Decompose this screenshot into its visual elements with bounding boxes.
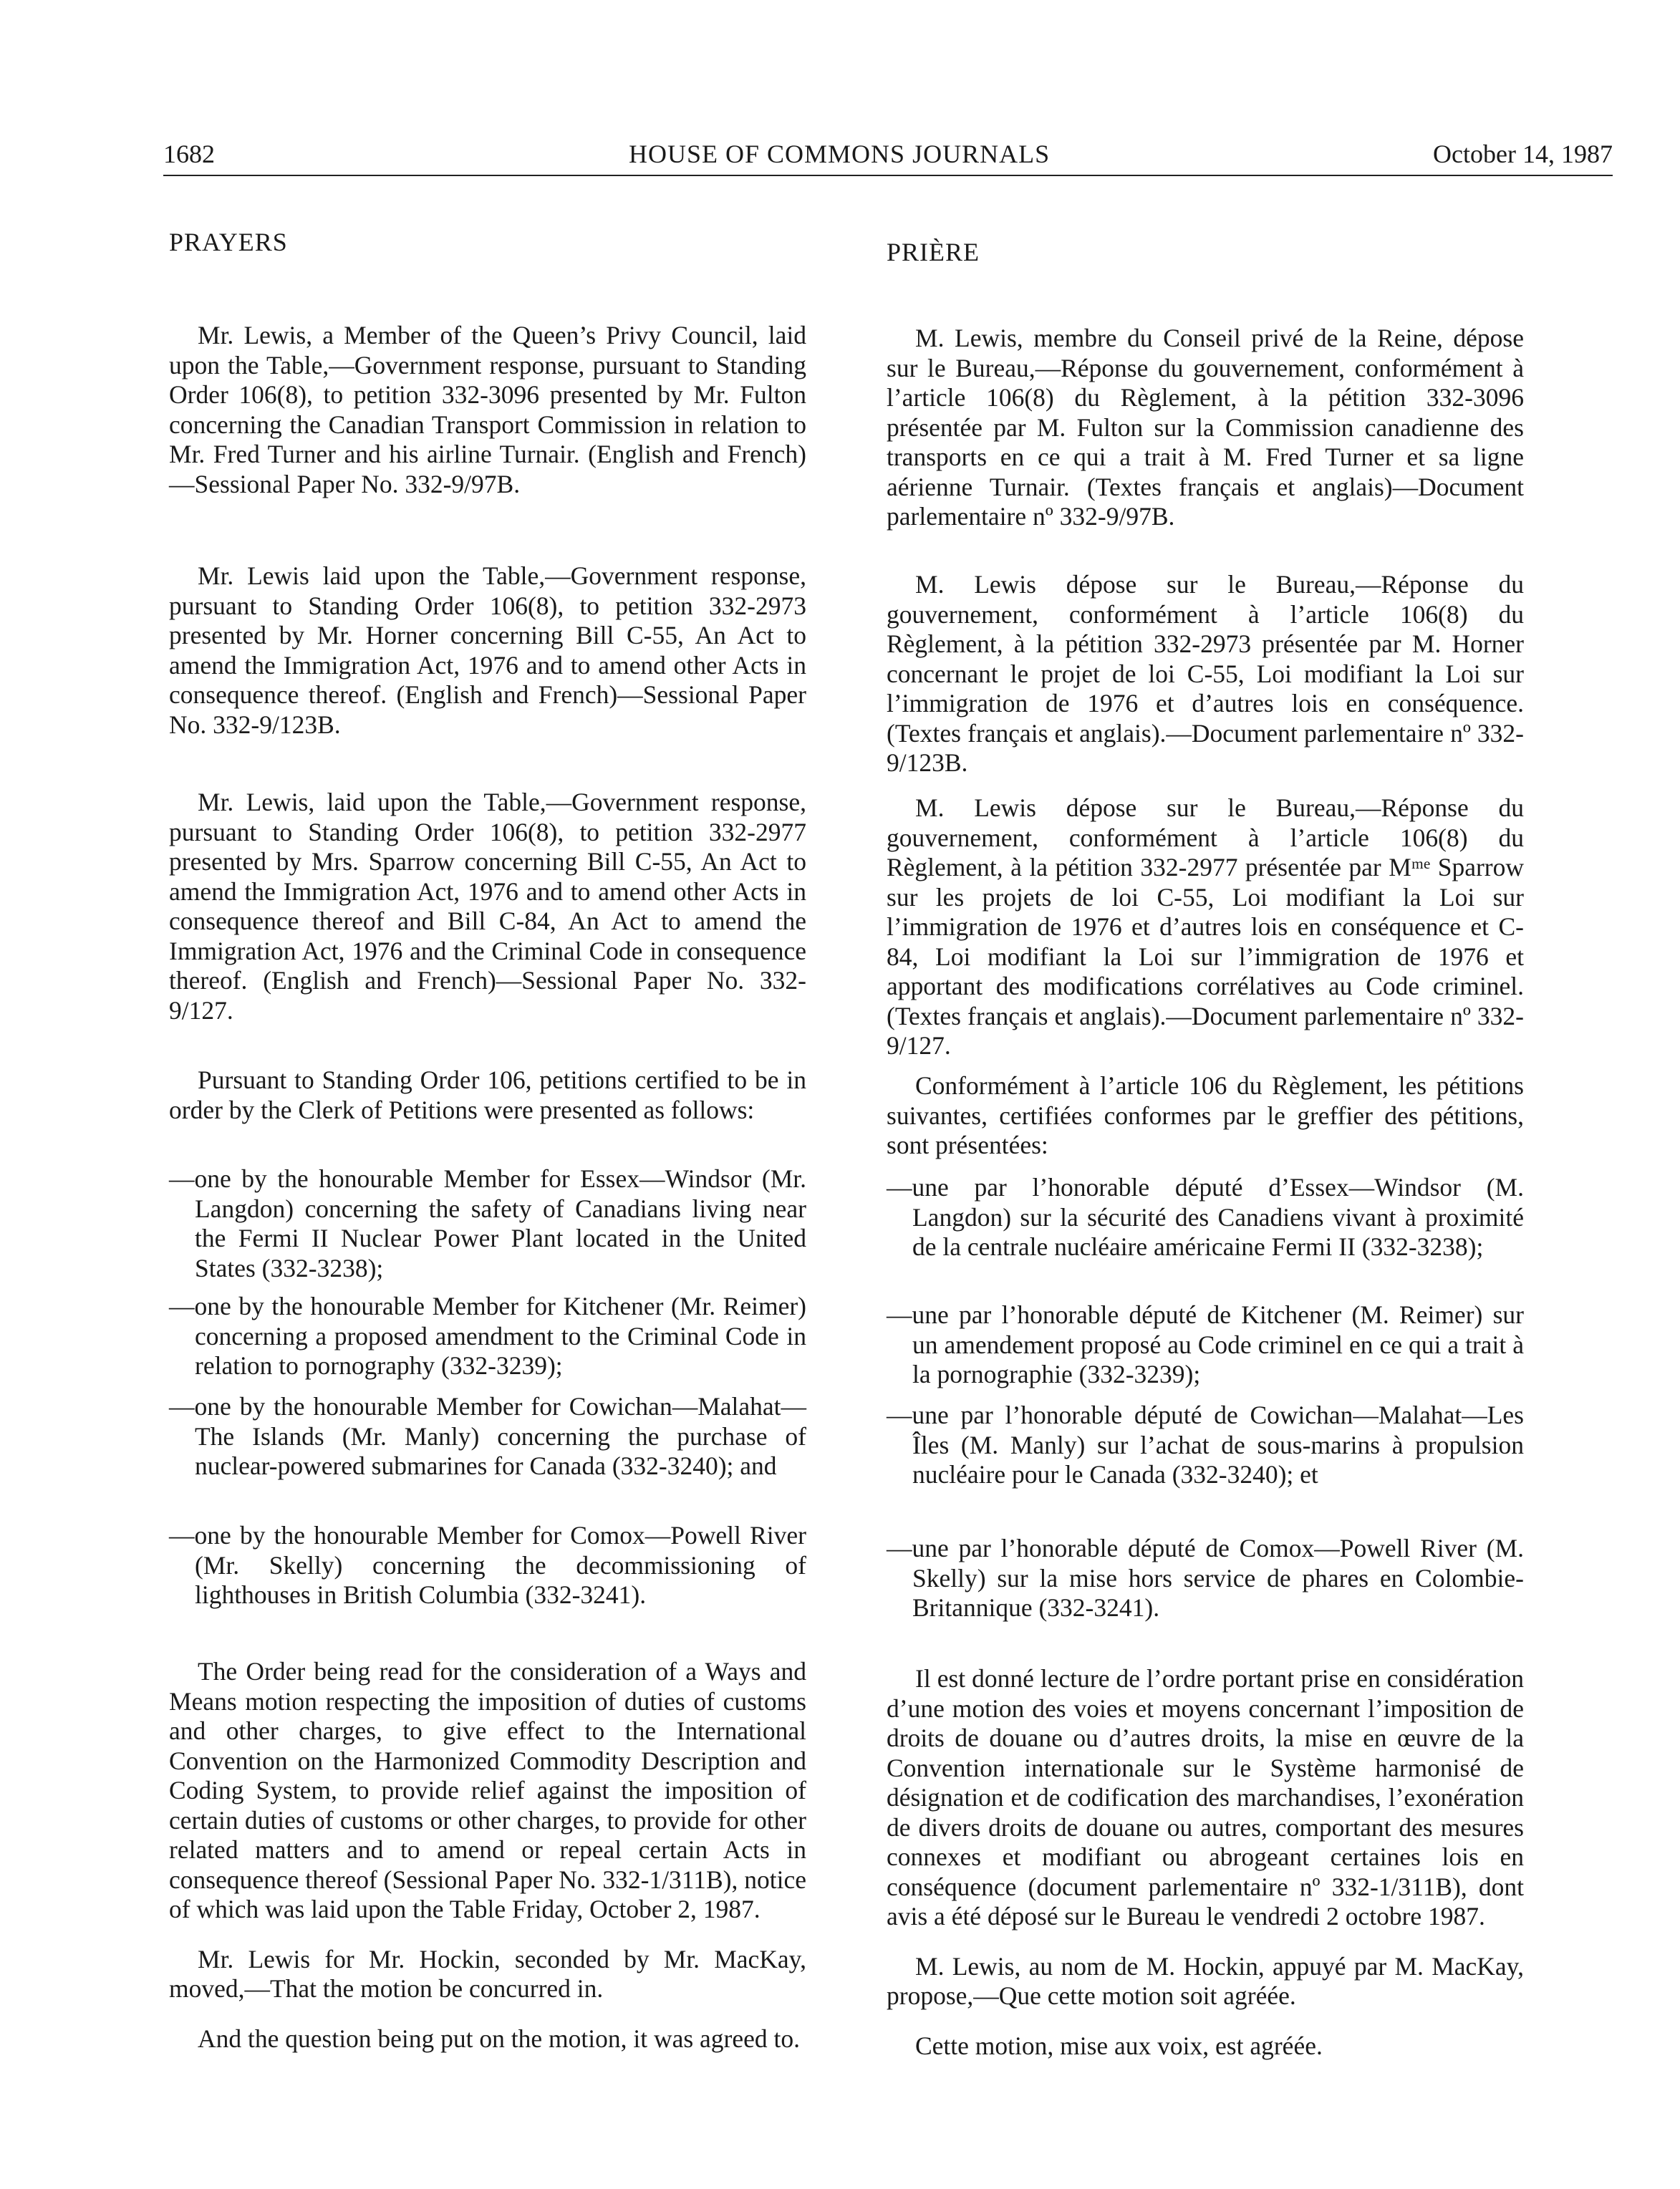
paragraph-petitions-intro	[169, 1065, 806, 1125]
paragraph-text: Pursuant to Standing Order 106, petitions certified to be in order by the Clerk of Petitions were presented as follows:	[169, 1065, 806, 1124]
journal-date: October 14, 1987	[1433, 140, 1613, 168]
petition-text: —one by the honourable Member for Cowichan—Malahat—The Islands (Mr. Manly) concerning the purchase of nuclear-powered submarines for Canada (332-3240); and	[169, 1392, 806, 1480]
paragraph-text: Mr. Lewis, laid upon the Table,—Government response, pursuant to Standing Order 106(8), to petition 332-2977 presented by Mrs. Sparrow concerning Bill C-55, An Act to amend the Immigration Act, 1976 and to amend other Acts in consequence thereof and Bill C-84, An Act to amend the Immigration Act, 1976 and the Criminal Code in consequence thereof. (English and French)—Sessional Paper No. 332-9/127.	[169, 788, 806, 1025]
petition-item	[887, 1401, 1524, 1490]
petition-text: —une par l’honorable député de Cowichan—Malahat—Les Îles (M. Manly) sur l’achat de sous-marins à propulsion nucléaire pour le Canada (332-3240); et	[887, 1401, 1524, 1489]
paragraph-text: Mr. Lewis, a Member of the Queen’s Privy Council, laid upon the Table,—Government response, pursuant to Standing Order 106(8), to petition 332-3096 presented by Mr. Fulton concerning the Canadian Transport Commission in relation to Mr. Fred Turner and his airline Turnair. (English and French)—Sessional Paper No. 332-9/97B.	[169, 321, 806, 498]
paragraph-text: Mr. Lewis for Mr. Hockin, seconded by Mr. MacKay, moved,—That the motion be concurred in.	[169, 1944, 806, 2003]
petition-text: —une par l’honorable député de Comox—Powell River (M. Skelly) sur la mise hors service de phares en Colombie-Britannique (332-3241).	[887, 1534, 1524, 1622]
paragraph-tabling-3	[887, 793, 1524, 1061]
paragraph-petitions-intro	[887, 1071, 1524, 1161]
paragraph-text: Il est donné lecture de l’ordre portant prise en considération d’une motion des voies et moyens concernant l’imposition de droits de douane ou d’autres droits, la mise en œuvre de la Convention internationale sur le Système harmonisé de désignation et de codification des marchandises, l’exonération de divers droits de douane ou autres, comportant des mesures connexes et modifiant ou abrogeant certaines lois en conséquence (document parlementaire nº 332-1/311B), dont avis a été déposé sur le Bureau le vendredi 2 octobre 1987.	[887, 1664, 1524, 1931]
paragraph-text: Cette motion, mise aux voix, est agréée.	[915, 2031, 1323, 2060]
petition-text: —une par l’honorable député d’Essex—Windsor (M. Langdon) sur la sécurité des Canadiens vivant à proximité de la centrale nucléaire américaine Fermi II (332-3238);	[887, 1173, 1524, 1261]
paragraph-tabling-2	[169, 561, 806, 740]
paragraph-order	[887, 1664, 1524, 2061]
paragraph-text: The Order being read for the consideration of a Ways and Means motion respecting the imposition of duties of customs and other charges, to give effect to the International Convention on the Harmonized Commodity Description and Coding System, to provide relief against the imposition of certain duties of customs or other charges, to provide for other related matters and to amend or repeal certain Acts in consequence thereof (Sessional Paper No. 332-1/311B), notice of which was laid upon the Table Friday, October 2, 1987.	[169, 1657, 806, 1923]
petition-item	[887, 1173, 1524, 1262]
paragraph-text: Mr. Lewis laid upon the Table,—Government response, pursuant to Standing Order 106(8), to petition 332-2973 presented by Mr. Horner concerning Bill C-55, An Act to amend the Immigration Act, 1976 and to amend other Acts in consequence thereof. (English and French)—Sessional Paper No. 332-9/123B.	[169, 561, 806, 739]
petition-item	[887, 1534, 1524, 1623]
journal-title: HOUSE OF COMMONS JOURNALS	[629, 140, 1051, 168]
petition-item	[169, 1392, 806, 1482]
paragraph-tabling-3	[169, 788, 806, 1025]
paragraph-text: M. Lewis, membre du Conseil privé de la Reine, dépose sur le Bureau,—Réponse du gouvernement, conformément à l’article 106(8) du Règlement, à la pétition 332-3096 présentée par M. Fulton sur la Commission canadienne des transports en ce qui a trait à M. Fred Turner et sa ligne aérienne Turnair. (Textes français et anglais)—Document parlementaire nº 332-9/97B.	[887, 324, 1524, 531]
petition-item	[169, 1164, 806, 1283]
paragraph-tabling-1	[887, 324, 1524, 532]
paragraph-tabling-1	[169, 321, 806, 499]
paragraph-order	[169, 1657, 806, 2054]
petition-item	[169, 1521, 806, 1610]
petition-text: —one by the honourable Member for Comox—Powell River (Mr. Skelly) concerning the decommissioning of lighthouses in British Columbia (332-3241).	[169, 1521, 806, 1609]
paragraph-text: And the question being put on the motion, it was agreed to.	[198, 2024, 801, 2053]
section-heading-french: PRIÈRE	[887, 238, 980, 266]
paragraph-text: M. Lewis dépose sur le Bureau,—Réponse du gouvernement, conformément à l’article 106(8) du Règlement, à la pétition 332-2973 présentée par M. Horner concernant le projet de loi C-55, Loi modifiant la Loi sur l’immigration de 1976 et d’autres lois en conséquence. (Textes français et anglais).—Document parlementaire nº 332-9/123B.	[887, 570, 1524, 777]
paragraph-tabling-2	[887, 570, 1524, 778]
petition-text: —one by the honourable Member for Kitchener (Mr. Reimer) concerning a proposed amendment to the Criminal Code in relation to pornography (332-3239);	[169, 1292, 806, 1380]
section-heading-english: PRAYERS	[169, 228, 288, 256]
petition-item	[887, 1300, 1524, 1390]
petition-text: —une par l’honorable député de Kitchener (M. Reimer) sur un amendement proposé au Code criminel en ce qui a trait à la pornographie (332-3239);	[887, 1300, 1524, 1388]
paragraph-text: M. Lewis, au nom de M. Hockin, appuyé par M. MacKay, propose,—Que cette motion soit agréée.	[887, 1951, 1524, 2010]
petition-text: —one by the honourable Member for Essex—Windsor (Mr. Langdon) concerning the safety of Canadians living near the Fermi II Nuclear Power Plant located in the United States (332-3238);	[169, 1164, 806, 1282]
page-number: 1682	[163, 140, 215, 168]
petition-item	[169, 1292, 806, 1381]
paragraph-text: M. Lewis dépose sur le Bureau,—Réponse du gouvernement, conformément à l’article 106(8) du Règlement, à la pétition 332-2977 présentée par Mᵐᵉ Sparrow sur les projets de loi C-55, Loi modifiant la Loi sur l’immigration de 1976 et d’autres lois en conséquence et C-84, Loi modifiant la Loi sur l’immigration de 1976 et apportant des modifications corrélatives au Code criminel. (Textes français et anglais).—Document parlementaire nº 332-9/127.	[887, 793, 1524, 1060]
paragraph-text: Conformément à l’article 106 du Règlement, les pétitions suivantes, certifiées conformes par le greffier des pétitions, sont présentées:	[887, 1071, 1524, 1159]
page-header	[163, 133, 1613, 176]
